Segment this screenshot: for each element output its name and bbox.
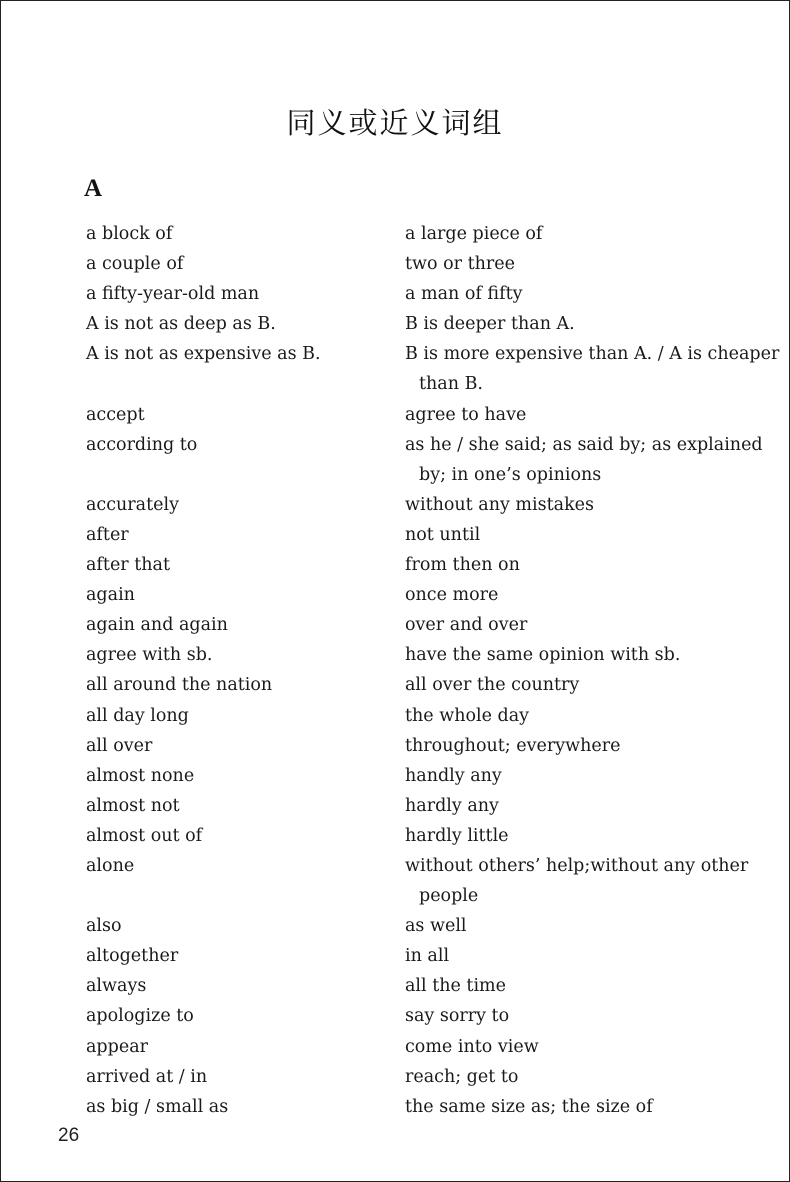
entry-equivalent: [405, 670, 775, 700]
synonym-entry: [0, 249, 790, 279]
synonym-entry: [0, 851, 790, 911]
entry-phrase: arrived at / in: [86, 1066, 208, 1087]
synonym-entry: [0, 430, 790, 490]
synonym-entry: [0, 219, 790, 249]
equivalent-text: in all: [405, 946, 450, 967]
synonym-entry: [0, 279, 790, 309]
synonym-entry: [0, 400, 790, 430]
synonym-entry: [0, 339, 790, 399]
section-heading: A: [84, 175, 103, 202]
entry-phrase: agree with sb.: [86, 645, 213, 666]
synonym-entry: [0, 761, 790, 791]
equivalent-text: from then on: [405, 555, 520, 576]
entry-phrase: after that: [86, 555, 170, 576]
equivalent-text: as he / she said; as said by; as explained: [405, 434, 763, 455]
equivalent-text: B is deeper than A.: [405, 314, 575, 335]
synonym-entry: [0, 701, 790, 731]
entry-equivalent: [405, 971, 775, 1001]
entry-equivalent: [405, 911, 775, 941]
entry-phrase: as big / small as: [86, 1096, 229, 1117]
entry-phrase: accept: [86, 404, 145, 425]
equivalent-text: hardly any: [405, 795, 499, 816]
synonym-entry: [0, 520, 790, 550]
entry-equivalent: [405, 761, 775, 791]
synonym-entry: [0, 610, 790, 640]
equivalent-text: hardly little: [405, 825, 509, 846]
entry-phrase: alone: [86, 855, 135, 876]
entry-equivalent: [405, 279, 775, 309]
synonym-entry: [0, 1062, 790, 1092]
equivalent-text: the whole day: [405, 705, 530, 726]
equivalent-text: a large piece of: [405, 224, 543, 244]
entry-phrase: almost not: [86, 795, 180, 816]
equivalent-continuation: than B.: [419, 374, 483, 395]
equivalent-text: reach; get to: [405, 1066, 519, 1087]
equivalent-text: throughout; everywhere: [405, 735, 621, 756]
synonym-entry: [0, 791, 790, 821]
entry-phrase: again: [86, 585, 135, 606]
synonym-entry: [0, 911, 790, 941]
entry-equivalent: [405, 1062, 775, 1092]
entry-phrase: again and again: [86, 615, 228, 636]
entry-phrase: A is not as deep as B.: [86, 314, 276, 335]
entry-phrase: appear: [86, 1036, 148, 1057]
equivalent-text: once more: [405, 585, 499, 606]
synonym-entry: [0, 1001, 790, 1031]
entry-equivalent: [405, 1032, 775, 1062]
equivalent-text: all the time: [405, 976, 506, 997]
synonym-entry: [0, 971, 790, 1001]
synonym-entry: [0, 580, 790, 610]
equivalent-text: the same size as; the size of: [405, 1096, 653, 1117]
page-number: 26: [58, 1125, 80, 1146]
equivalent-text: have the same opinion with sb.: [405, 645, 681, 666]
entry-phrase: altogether: [86, 946, 179, 967]
equivalent-text: agree to have: [405, 404, 527, 425]
entry-phrase: also: [86, 916, 122, 937]
entry-equivalent: [405, 550, 775, 580]
synonym-entry: [0, 309, 790, 339]
entry-equivalent: [405, 490, 775, 520]
equivalent-text: without any mistakes: [405, 494, 595, 515]
synonym-entry: [0, 1032, 790, 1062]
equivalent-text: all over the country: [405, 675, 580, 696]
equivalent-text: a man of fifty: [405, 284, 523, 305]
entry-equivalent: [405, 821, 775, 851]
entry-phrase: almost none: [86, 765, 195, 786]
equivalent-continuation: people: [419, 886, 479, 907]
entry-equivalent: [405, 520, 775, 550]
synonym-entry: [0, 941, 790, 971]
equivalent-continuation: by; in one’s opinions: [419, 464, 602, 485]
equivalent-text: come into view: [405, 1036, 539, 1057]
entry-phrase: almost out of: [86, 825, 203, 846]
entry-equivalent: [405, 851, 775, 911]
entry-phrase: A is not as expensive as B.: [86, 344, 321, 365]
entry-equivalent: [405, 339, 780, 399]
entry-phrase: all around the nation: [86, 675, 273, 696]
synonym-entry: [0, 640, 790, 670]
entry-equivalent: [405, 640, 775, 670]
entry-equivalent: [405, 610, 775, 640]
entry-equivalent: [405, 219, 775, 249]
entry-equivalent: [405, 249, 775, 279]
page-title: 同义或近义词组: [286, 106, 504, 141]
equivalent-text: say sorry to: [405, 1006, 510, 1027]
synonym-entry: [0, 490, 790, 520]
entry-phrase: after: [86, 524, 129, 545]
entry-equivalent: [405, 1001, 775, 1031]
entry-phrase: all day long: [86, 705, 189, 726]
equivalent-text: over and over: [405, 615, 528, 636]
equivalent-text: B is more expensive than A. / A is cheaper: [405, 344, 780, 365]
entry-equivalent: [405, 941, 775, 971]
entry-phrase: a fifty-year-old man: [86, 284, 260, 305]
equivalent-text: as well: [405, 916, 467, 937]
entry-phrase: apologize to: [86, 1006, 194, 1027]
entry-phrase: according to: [86, 434, 198, 455]
entry-phrase: all over: [86, 735, 153, 756]
entry-equivalent: [405, 430, 775, 490]
entry-equivalent: [405, 580, 775, 610]
entry-equivalent: [405, 309, 775, 339]
equivalent-text: not until: [405, 524, 481, 545]
entry-phrase: a block of: [86, 224, 173, 244]
synonym-list: [0, 219, 790, 1122]
entry-equivalent: [405, 1092, 775, 1122]
equivalent-text: two or three: [405, 254, 515, 275]
equivalent-text: handly any: [405, 765, 502, 786]
synonym-entry: [0, 550, 790, 580]
synonym-entry: [0, 731, 790, 761]
entry-equivalent: [405, 400, 775, 430]
entry-phrase: a couple of: [86, 254, 184, 275]
synonym-entry: [0, 1092, 790, 1122]
entry-equivalent: [405, 791, 775, 821]
equivalent-text: without others’ help;without any other: [405, 855, 749, 876]
synonym-entry: [0, 670, 790, 700]
entry-equivalent: [405, 701, 775, 731]
entry-phrase: always: [86, 976, 147, 997]
entry-phrase: accurately: [86, 494, 179, 515]
entry-equivalent: [405, 731, 775, 761]
synonym-entry: [0, 821, 790, 851]
